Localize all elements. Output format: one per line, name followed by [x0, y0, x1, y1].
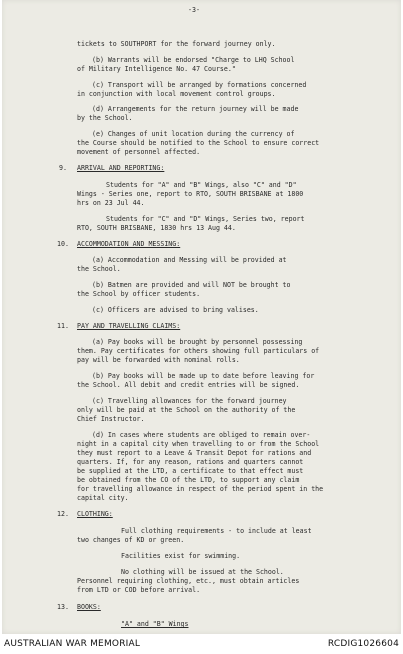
section-number: 10. — [57, 240, 69, 248]
text-line: (b) Warrants will be endorsed "Charge to LHQ School — [92, 56, 295, 64]
text-line: night in a capital city when travelling to or from the School — [77, 440, 320, 448]
text-line: (d) Arrangements for the return journey will be made — [92, 105, 299, 113]
text-line: quarters. If, for any reason, rations and quarters cannot — [77, 458, 304, 466]
section-heading: CLOTHING: — [77, 510, 113, 518]
text-line: (b) Pay books will be made up to date before leaving for — [92, 372, 315, 380]
section-number: 12. — [57, 510, 69, 518]
text-line: RTO, SOUTH BRISBANE, 1830 hrs 13 Aug 44. — [77, 224, 236, 232]
text-line: be obtained from the CO of the LTD, to support any claim — [77, 476, 300, 484]
text-line: pay will be forwarded with nominal rolls. — [77, 356, 240, 364]
text-line: Full clothing requirements - to include at least — [121, 527, 312, 535]
text-line: by the School. — [77, 114, 133, 122]
document-page — [2, 0, 401, 634]
document-body — [2, 0, 401, 634]
text-line: No clothing will be issued at the School. — [121, 568, 284, 576]
text-line: for travelling allowance in respect of the period spent in the — [77, 485, 324, 493]
text-line: capital city. — [77, 494, 129, 502]
text-line: (c) Officers are advised to bring valises. — [92, 306, 259, 314]
text-line: Wings - Series one, report to RTO, SOUTH BRISBANE at 1800 — [77, 190, 304, 198]
section-number: 9. — [59, 164, 67, 172]
archive-footer — [0, 634, 403, 654]
text-line: "A" and "B" Wings — [121, 620, 189, 628]
text-line: (d) In cases where students are obliged to remain over- — [92, 431, 311, 439]
text-line: two changes of KD or green. — [77, 536, 185, 544]
footer-record-id: RCDIG1026604 — [327, 639, 399, 649]
page-number: -3- — [188, 6, 200, 14]
text-line: the Course should be notified to the School to ensure correct — [77, 139, 320, 147]
text-line: hrs on 23 Jul 44. — [77, 199, 145, 207]
text-line: (c) Transport will be arranged by formations concerned — [92, 81, 307, 89]
text-line: Personnel requiring clothing, etc., must obtain articles — [77, 577, 300, 585]
text-line: (b) Batmen are provided and will NOT be brought to — [92, 281, 291, 289]
text-line: in conjunction with local movement control groups. — [77, 90, 276, 98]
text-line: tickets to SOUTHPORT for the forward journey only. — [77, 40, 276, 48]
text-line: they must report to a Leave & Transit Depot for rations and — [77, 449, 312, 457]
section-heading: ARRIVAL AND REPORTING: — [77, 164, 165, 172]
text-line: movement of personnel affected. — [77, 148, 201, 156]
section-heading: BOOKS: — [77, 603, 101, 611]
footer-institution: AUSTRALIAN WAR MEMORIAL — [4, 639, 141, 649]
text-line: from LTD or COD before arrival. — [77, 586, 201, 594]
text-line: Facilities exist for swimming. — [121, 552, 241, 560]
section-number: 13. — [57, 603, 69, 611]
text-line: the School. All debit and credit entries will be signed. — [77, 381, 300, 389]
text-line: Chief Instructor. — [77, 415, 145, 423]
text-line: (e) Changes of unit location during the currency of — [92, 130, 295, 138]
text-line: (a) Pay books will be brought by personnel possessing — [92, 338, 303, 346]
text-line: (a) Accommodation and Messing will be provided at — [92, 256, 287, 264]
text-line: of Military Intelligence No. 47 Course." — [77, 65, 236, 73]
section-heading: ACCOMMODATION AND MESSING: — [77, 240, 181, 248]
text-line: the School by officer students. — [77, 290, 201, 298]
text-line: them. Pay certificates for others showing full particulars of — [77, 347, 320, 355]
section-heading: PAY AND TRAVELLING CLAIMS: — [77, 322, 181, 330]
text-line: Students for "A" and "B" Wings, also "C" and "D" — [106, 181, 297, 189]
section-number: 11. — [57, 322, 69, 330]
text-line: the School. — [77, 265, 121, 273]
text-line: Students for "C" and "D" Wings, Series two, report — [106, 215, 305, 223]
text-line: only will be paid at the School on the authority of the — [77, 406, 296, 414]
text-line: (c) Travelling allowances for the forward journey — [92, 397, 287, 405]
text-line: be supplied at the LTD, a certificate to that effect must — [77, 467, 304, 475]
